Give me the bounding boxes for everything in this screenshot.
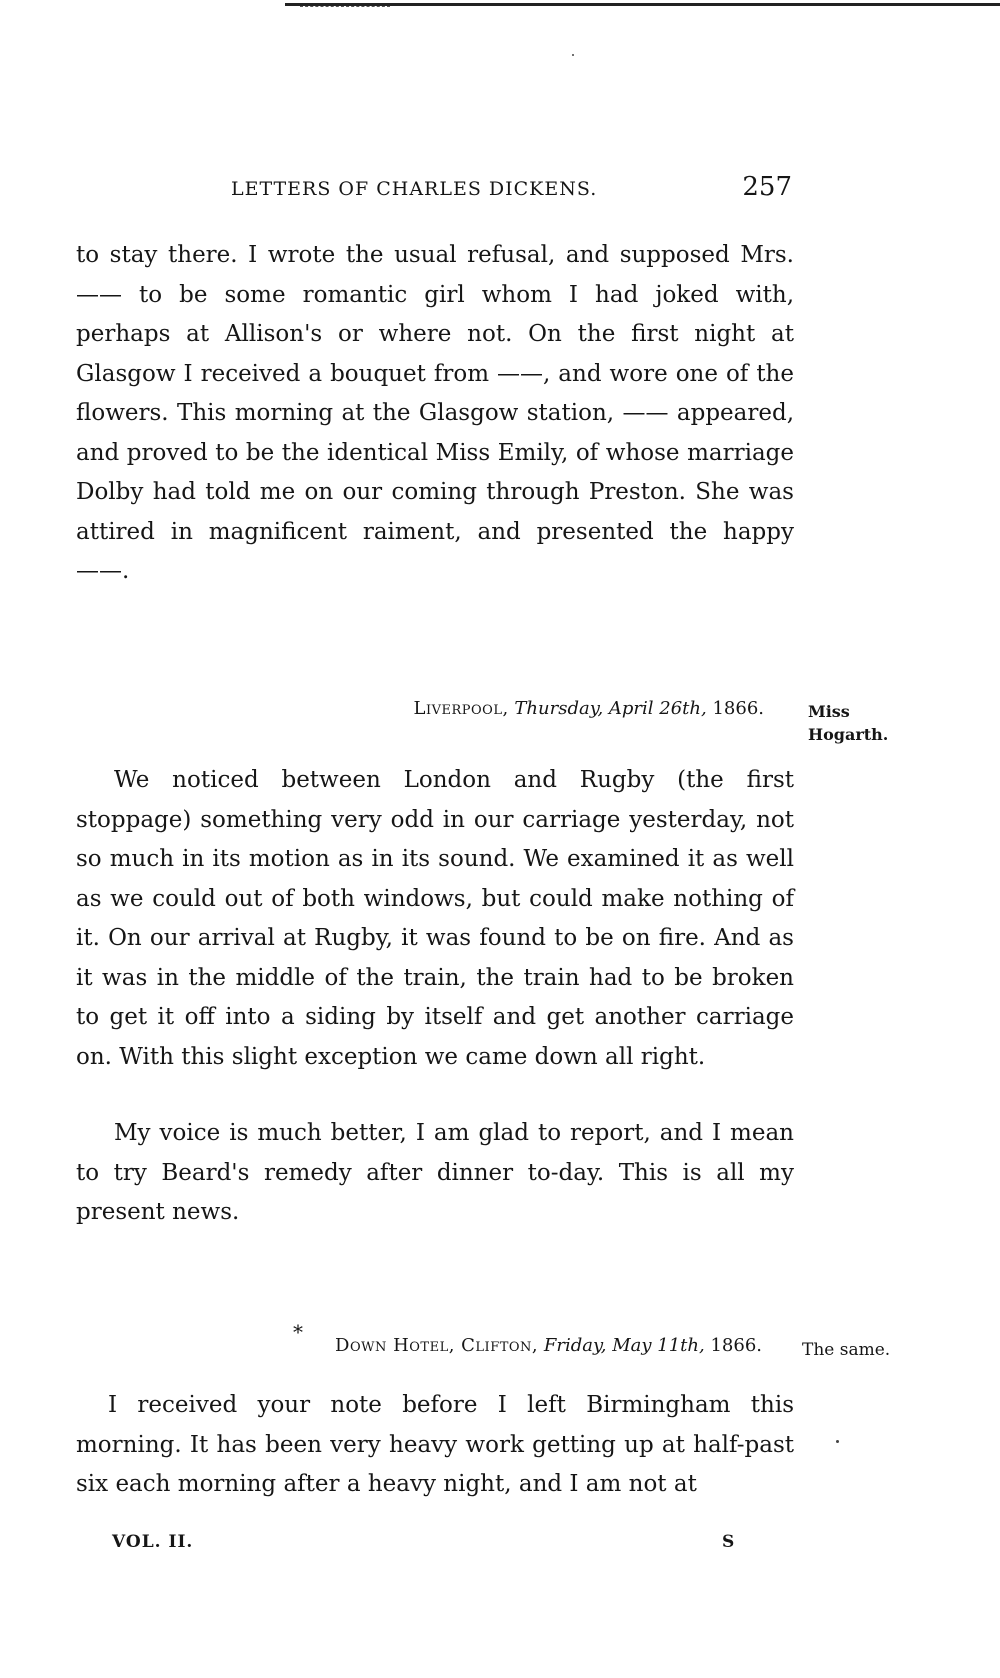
volume-signature: VOL. II.: [112, 1532, 194, 1552]
top-border-dash: [300, 6, 390, 7]
dateline-place: Liverpool,: [413, 698, 509, 719]
letter-paragraph-continued: to stay there. I wrote the usual refusal, and supposed Mrs. —— to be some romantic girl whom I had joked with, perhaps at Allison's or where not. On the first night at Glasgow I received a bouquet from ——, and wore one of the flowers. This morning at the Glasgow station, —— appeared, and proved to be the identical Miss Emily, of whose marriage Dolby had told me on our coming through Preston. She was attired in magnificent raiment, and presented the happy ——.: [76, 242, 794, 584]
letter-paragraph-birmingham: I received your note before I left Birmingham this morning. It has been very heavy work getting up at half-past six each morning after a heavy night, and I am not at: [76, 1392, 794, 1497]
letter-paragraph-rugby: We noticed between London and Rugby (the first stoppage) something very odd in our carriage yesterday, not so much in its motion as in its sound. We examined it as well as we could out of both windows, but could make nothing of it. On our arrival at Rugby, it was found to be on fire. And as it was in the middle of the train, the train had to be broken to get it off into a siding by itself and get another carriage on. With this slight exception we came down all right.: [76, 767, 794, 1070]
dateline-year: 1866.: [710, 1335, 762, 1356]
running-header: [76, 172, 802, 206]
asterisk-mark: *: [293, 1320, 303, 1344]
running-title: LETTERS OF CHARLES DICKENS.: [231, 178, 598, 200]
dateline-year: 1866.: [712, 698, 764, 719]
dateline-date: Friday, May 11th,: [543, 1335, 705, 1356]
dateline-place: Down Hotel, Clifton,: [335, 1335, 539, 1356]
dateline-date: Thursday, April 26th,: [514, 698, 707, 719]
recipient-note-miss-hogarth: Miss Hogarth.: [808, 702, 889, 744]
letter-paragraph-voice: My voice is much better, I am glad to report, and I mean to try Beard's remedy after dinner to-day. This is all my present news.: [76, 1120, 794, 1225]
letter-dateline-clifton: [335, 1335, 762, 1356]
letter-dateline-liverpool: [414, 698, 765, 719]
top-border-line: [285, 3, 1000, 6]
recipient-note-same: The same.: [802, 1340, 891, 1360]
print-speck: [836, 1440, 839, 1443]
page-number: 257: [742, 172, 792, 202]
print-speck: [572, 54, 574, 56]
signature-mark: S: [722, 1532, 735, 1552]
